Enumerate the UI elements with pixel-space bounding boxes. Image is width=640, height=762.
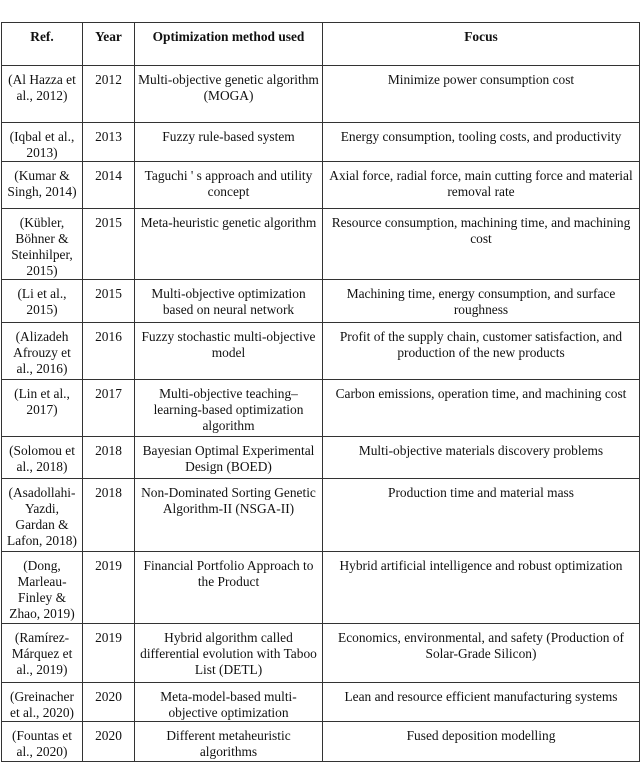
- cell-year: 2017: [83, 380, 135, 437]
- table-row: [2, 722, 640, 762]
- cell-ref: (Kübler, Böhner & Steinhilper, 2015): [2, 209, 83, 280]
- cell-method: Multi-objective genetic algorithm (MOGA): [135, 66, 323, 123]
- cell-focus: Resource consumption, machining time, and machining cost: [323, 209, 640, 280]
- cell-year: 2014: [83, 162, 135, 209]
- table-row: [2, 552, 640, 624]
- cell-ref: (Kumar & Singh, 2014): [2, 162, 83, 209]
- cell-focus: Profit of the supply chain, customer satisfaction, and production of the new products: [323, 323, 640, 380]
- cell-year: 2020: [83, 683, 135, 722]
- cell-focus: Economics, environmental, and safety (Production of Solar-Grade Silicon): [323, 624, 640, 683]
- cell-method: Meta-heuristic genetic algorithm: [135, 209, 323, 280]
- cell-ref: (Ramírez-Márquez et al., 2019): [2, 624, 83, 683]
- table-row: [2, 479, 640, 552]
- cell-focus: Minimize power consumption cost: [323, 66, 640, 123]
- cell-focus: Energy consumption, tooling costs, and productivity: [323, 123, 640, 162]
- cell-focus: Lean and resource efficient manufacturing systems: [323, 683, 640, 722]
- cell-focus: Carbon emissions, operation time, and machining cost: [323, 380, 640, 437]
- cell-year: 2013: [83, 123, 135, 162]
- cell-focus: Hybrid artificial intelligence and robust optimization: [323, 552, 640, 624]
- table-row: [2, 280, 640, 323]
- cell-method: Multi-objective optimization based on neural network: [135, 280, 323, 323]
- table-row: [2, 437, 640, 479]
- cell-ref: (Iqbal et al., 2013): [2, 123, 83, 162]
- cell-year: 2015: [83, 209, 135, 280]
- cell-method: Financial Portfolio Approach to the Product: [135, 552, 323, 624]
- table-row: [2, 380, 640, 437]
- cell-year: 2018: [83, 437, 135, 479]
- cell-ref: (Solomou et al., 2018): [2, 437, 83, 479]
- header-focus: Focus: [323, 23, 640, 66]
- cell-ref: (Asadollahi-Yazdi, Gardan & Lafon, 2018): [2, 479, 83, 552]
- table-row: [2, 123, 640, 162]
- cell-method: Hybrid algorithm called differential evolution with Taboo List (DETL): [135, 624, 323, 683]
- cell-method: Different metaheuristic algorithms: [135, 722, 323, 762]
- header-ref: Ref.: [2, 23, 83, 66]
- cell-method: Taguchi ' s approach and utility concept: [135, 162, 323, 209]
- cell-year: 2015: [83, 280, 135, 323]
- cell-year: 2018: [83, 479, 135, 552]
- cell-method: Non-Dominated Sorting Genetic Algorithm-II (NSGA-II): [135, 479, 323, 552]
- cell-focus: Multi-objective materials discovery problems: [323, 437, 640, 479]
- cell-ref: (Fountas et al., 2020): [2, 722, 83, 762]
- cell-ref: (Alizadeh Afrouzy et al., 2016): [2, 323, 83, 380]
- cell-ref: (Al Hazza et al., 2012): [2, 66, 83, 123]
- cell-focus: Axial force, radial force, main cutting force and material removal rate: [323, 162, 640, 209]
- table-row: [2, 683, 640, 722]
- table-row: [2, 624, 640, 683]
- cell-focus: Machining time, energy consumption, and surface roughness: [323, 280, 640, 323]
- optimization-methods-table: [1, 22, 640, 762]
- table-row: [2, 209, 640, 280]
- cell-method: Bayesian Optimal Experimental Design (BOED): [135, 437, 323, 479]
- header-row: [2, 23, 640, 66]
- cell-year: 2019: [83, 624, 135, 683]
- cell-year: 2020: [83, 722, 135, 762]
- header-method: Optimization method used: [135, 23, 323, 66]
- header-year: Year: [83, 23, 135, 66]
- cell-method: Meta-model-based multi-objective optimization: [135, 683, 323, 722]
- table-row: [2, 323, 640, 380]
- cell-ref: (Dong, Marleau-Finley & Zhao, 2019): [2, 552, 83, 624]
- cell-method: Fuzzy stochastic multi-objective model: [135, 323, 323, 380]
- cell-ref: (Li et al., 2015): [2, 280, 83, 323]
- cell-year: 2012: [83, 66, 135, 123]
- cell-focus: Fused deposition modelling: [323, 722, 640, 762]
- cell-method: Multi-objective teaching–learning-based optimization algorithm: [135, 380, 323, 437]
- cell-ref: (Greinacher et al., 2020): [2, 683, 83, 722]
- cell-method: Fuzzy rule-based system: [135, 123, 323, 162]
- cell-ref: (Lin et al., 2017): [2, 380, 83, 437]
- cell-focus: Production time and material mass: [323, 479, 640, 552]
- cell-year: 2016: [83, 323, 135, 380]
- cell-year: 2019: [83, 552, 135, 624]
- table-row: [2, 66, 640, 123]
- table-row: [2, 162, 640, 209]
